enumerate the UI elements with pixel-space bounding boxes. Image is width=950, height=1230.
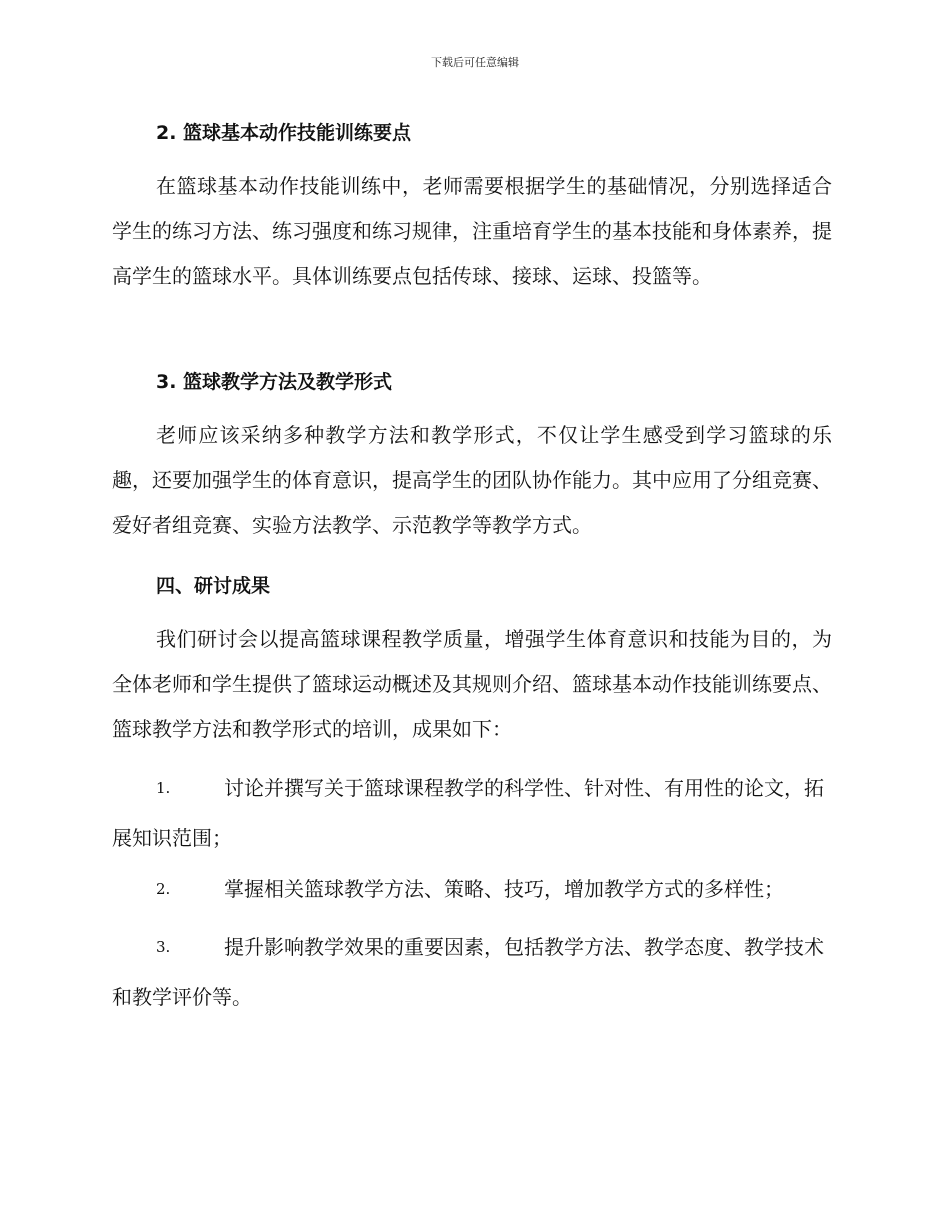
result-item-1	[112, 763, 832, 863]
result-text: 掌握相关篮球教学方法、策略、技巧，增加教学方式的多样性；	[224, 877, 784, 901]
section-2-heading: 2. 篮球基本动作技能训练要点	[156, 122, 412, 144]
section-3-heading: 3. 篮球教学方法及教学形式	[156, 371, 393, 393]
result-text: 提升影响教学效果的重要因素，包括教学方法、教学态度、教学技术和教学评价等。	[112, 935, 824, 1009]
result-number: 1.	[156, 779, 171, 797]
section-4-heading: 四、研讨成果	[156, 575, 271, 597]
result-item-3	[112, 922, 832, 1022]
section-2-paragraph: 在篮球基本动作技能训练中，老师需要根据学生的基础情况，分别选择适合学生的练习方法、练习强度和练习规律，注重培育学生的基本技能和身体素养，提高学生的篮球水平。具体训练要点包括传球、接球、运球、投篮等。	[112, 174, 832, 288]
page-header-note: 下载后可任意编辑	[431, 56, 519, 69]
result-number: 2.	[156, 880, 171, 898]
section-3-paragraph: 老师应该采纳多种教学方法和教学形式，不仅让学生感受到学习篮球的乐趣，还要加强学生的体育意识，提高学生的团队协作能力。其中应用了分组竞赛、爱好者组竞赛、实验方法教学、示范教学等教学方式。	[112, 423, 832, 537]
result-number: 3.	[156, 938, 171, 956]
result-text: 讨论并撰写关于篮球课程教学的科学性、针对性、有用性的论文，拓展知识范围；	[112, 776, 824, 850]
result-item-2	[112, 864, 832, 914]
section-4-paragraph: 我们研讨会以提高篮球课程教学质量，增强学生体育意识和技能为目的，为全体老师和学生提供了篮球运动概述及其规则介绍、篮球基本动作技能训练要点、篮球教学方法和教学形式的培训，成果如下：	[112, 627, 832, 741]
